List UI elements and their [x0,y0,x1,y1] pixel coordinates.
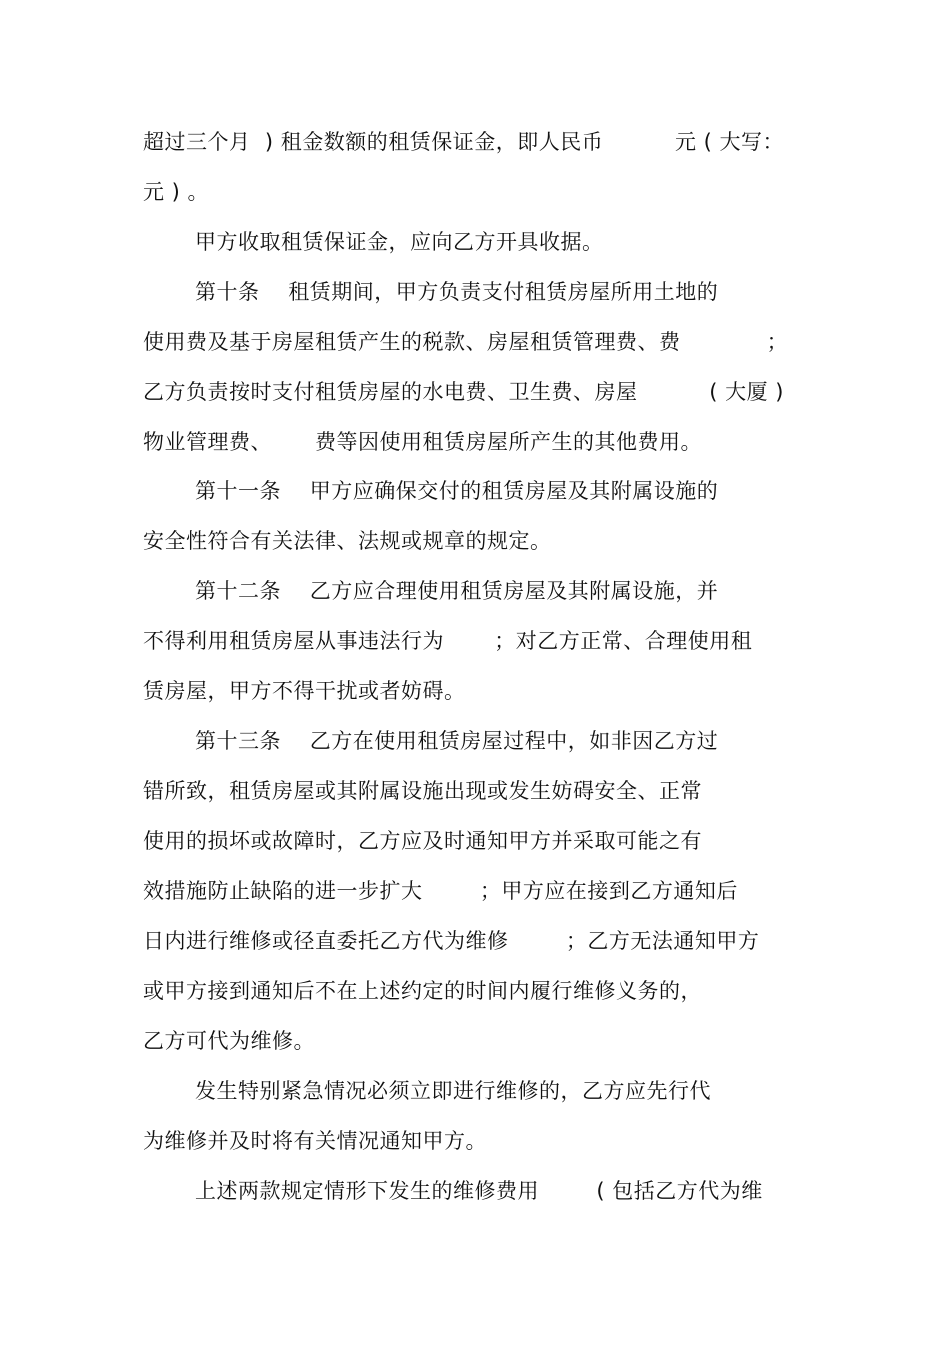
text-line: 或甲方接到通知后不在上述约定的时间内履行维修义务的， [143,979,702,1003]
text-line: 乙方可代为维修。 [143,1029,315,1053]
text-line: 超过三个月 ) 租金数额的租赁保证金，即人民币 元 ( 大写： [143,130,785,154]
text-line: 使用的损坏或故障时，乙方应及时通知甲方并采取可能之有 [143,829,702,853]
text-line: 发生特别紧急情况必须立即进行维修的，乙方应先行代 [195,1079,711,1103]
text-line: 乙方负责按时支付租赁房屋的水电费、卫生费、房屋 ( 大厦 ) [143,380,784,404]
text-line: 上述两款规定情形下发生的维修费用 ( 包括乙方代为维 [195,1179,763,1203]
article-13-heading-line: 第十三条 乙方在使用租赁房屋过程中，如非因乙方过 [195,729,719,753]
text-line: 不得利用租赁房屋从事违法行为 ；对乙方正常、合理使用租 [143,629,753,653]
text-line: 效措施防止缺陷的进一步扩大 ；甲方应在接到乙方通知后 [143,879,738,903]
article-10-heading-line: 第十条 租赁期间，甲方负责支付租赁房屋所用土地的 [195,280,719,304]
text-line: 安全性符合有关法律、法规或规章的规定。 [143,529,552,553]
article-11-heading-line: 第十一条 甲方应确保交付的租赁房屋及其附属设施的 [195,479,719,503]
text-line: 使用费及基于房屋租赁产生的税款、房屋租赁管理费、费 ； [143,330,789,354]
text-line: 为维修并及时将有关情况通知甲方。 [143,1129,487,1153]
text-line: 日内进行维修或径直委托乙方代为维修 ；乙方无法通知甲方 [143,929,760,953]
text-line: 赁房屋，甲方不得干扰或者妨碍。 [143,679,466,703]
article-12-heading-line: 第十二条 乙方应合理使用租赁房屋及其附属设施，并 [195,579,719,603]
text-line: 甲方收取租赁保证金，应向乙方开具收据。 [195,230,604,254]
text-line: 错所致，租赁房屋或其附属设施出现或发生妨碍安全、正常 [143,779,702,803]
text-line: 物业管理费、 费等因使用租赁房屋所产生的其他费用。 [143,430,703,454]
text-line: 元 ) 。 [143,180,210,204]
